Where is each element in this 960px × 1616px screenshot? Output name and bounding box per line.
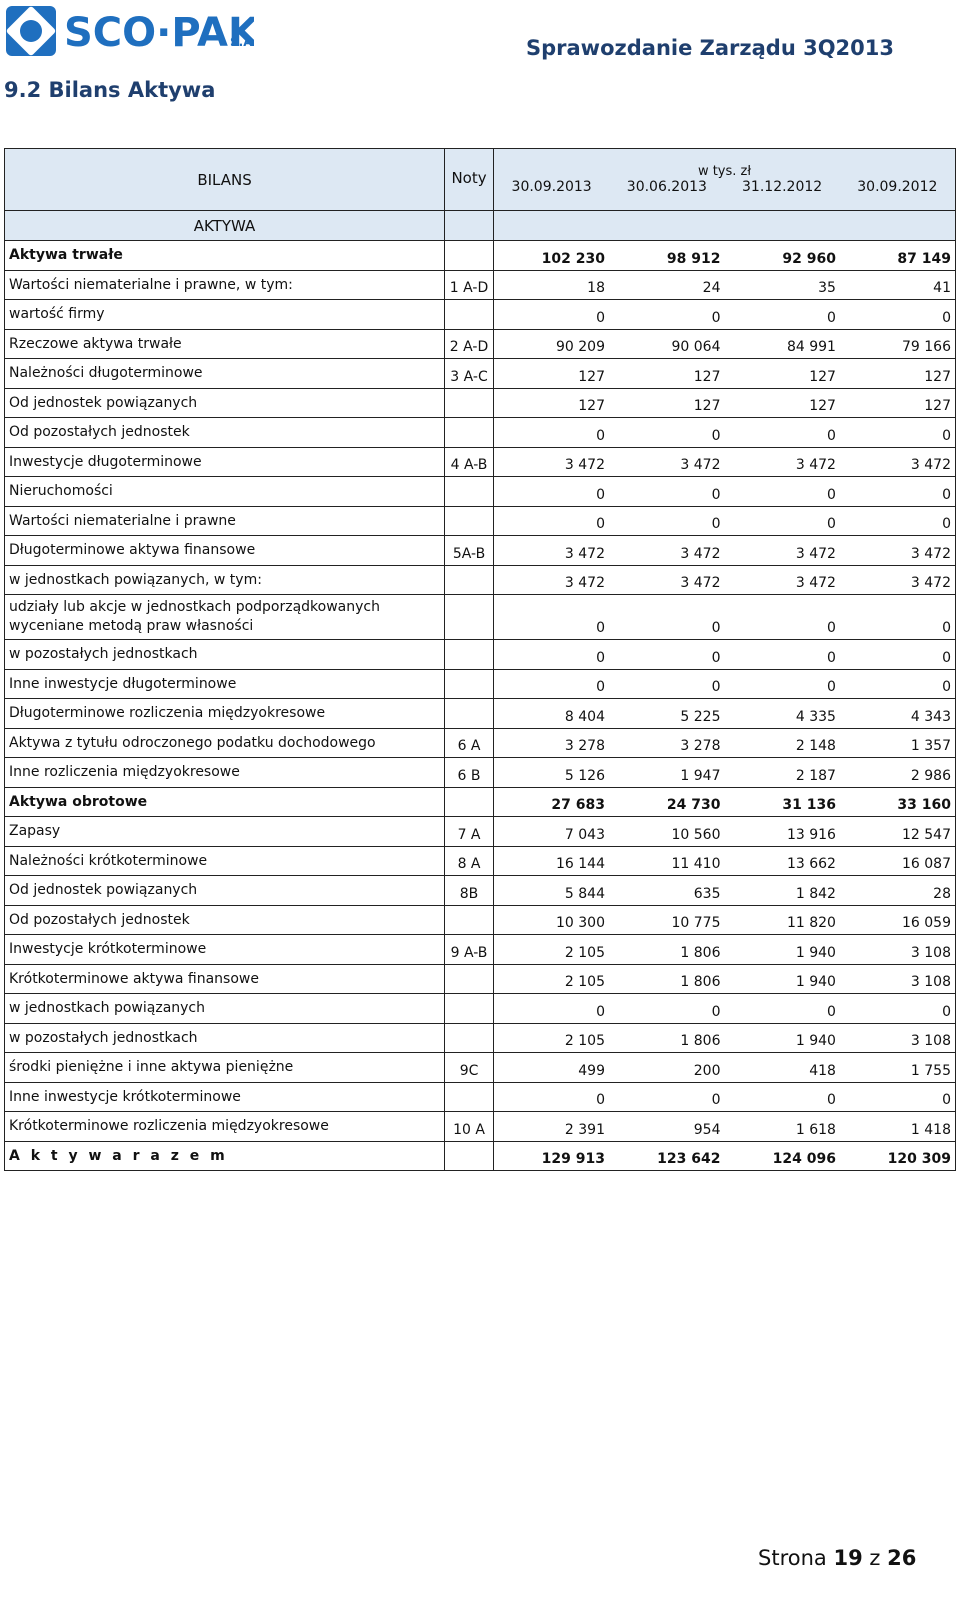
period-header — [494, 149, 956, 211]
row-value: 0 — [609, 418, 724, 448]
row-value: 0 — [494, 595, 609, 640]
table-row — [5, 329, 956, 359]
row-value: 0 — [609, 994, 724, 1024]
row-value: 0 — [840, 300, 956, 330]
row-note — [445, 905, 494, 935]
row-value: 13 662 — [724, 846, 839, 876]
row-value: 1 618 — [724, 1112, 839, 1142]
table-row — [5, 994, 956, 1024]
noty-header: Noty — [445, 149, 494, 211]
row-label: Od jednostek powiązanych — [5, 876, 445, 906]
row-value: 11 410 — [609, 846, 724, 876]
row-value: 124 096 — [724, 1141, 839, 1171]
row-label: Należności krótkoterminowe — [5, 846, 445, 876]
row-value: 3 472 — [609, 447, 724, 477]
row-note — [445, 669, 494, 699]
row-value: 1 418 — [840, 1112, 956, 1142]
row-label: Inne inwestycje długoterminowe — [5, 669, 445, 699]
row-note — [445, 994, 494, 1024]
row-value: 3 278 — [609, 728, 724, 758]
row-value: 0 — [609, 1082, 724, 1112]
row-value: 1 357 — [840, 728, 956, 758]
row-label: w jednostkach powiązanych, w tym: — [5, 565, 445, 595]
row-label: Od pozostałych jednostek — [5, 905, 445, 935]
row-value: 0 — [840, 477, 956, 507]
aktywa-header-row — [5, 211, 956, 241]
table-row — [5, 787, 956, 817]
row-value: 3 472 — [724, 565, 839, 595]
row-value: 418 — [724, 1053, 839, 1083]
table-row — [5, 640, 956, 670]
row-value: 0 — [609, 477, 724, 507]
row-label: A k t y w a r a z e m — [5, 1141, 445, 1171]
row-value: 102 230 — [494, 241, 609, 271]
row-value: 0 — [494, 506, 609, 536]
table-row — [5, 699, 956, 729]
row-value: 92 960 — [724, 241, 839, 271]
row-value: 16 144 — [494, 846, 609, 876]
row-label: Inne rozliczenia międzyokresowe — [5, 758, 445, 788]
row-label: Krótkoterminowe rozliczenia międzyokresowe — [5, 1112, 445, 1142]
row-label: Aktywa z tytułu odroczonego podatku dochodowego — [5, 728, 445, 758]
table-row — [5, 758, 956, 788]
row-note: 3 A-C — [445, 359, 494, 389]
row-value: 954 — [609, 1112, 724, 1142]
row-value: 5 225 — [609, 699, 724, 729]
table-row — [5, 565, 956, 595]
row-value: 2 986 — [840, 758, 956, 788]
row-value: 35 — [724, 270, 839, 300]
row-value: 0 — [724, 1082, 839, 1112]
date-columns — [494, 179, 955, 195]
row-note — [445, 241, 494, 271]
row-label: Wartości niematerialne i prawne — [5, 506, 445, 536]
row-value: 3 108 — [840, 1023, 956, 1053]
row-value: 3 472 — [840, 447, 956, 477]
row-note: 5A-B — [445, 536, 494, 566]
row-value: 12 547 — [840, 817, 956, 847]
row-value: 0 — [494, 300, 609, 330]
row-note: 9 A-B — [445, 935, 494, 965]
row-value: 3 472 — [609, 536, 724, 566]
row-note — [445, 388, 494, 418]
row-value: 24 — [609, 270, 724, 300]
row-value: 5 126 — [494, 758, 609, 788]
table-row — [5, 418, 956, 448]
bilans-header: BILANS — [5, 149, 445, 211]
row-label: w pozostałych jednostkach — [5, 640, 445, 670]
date-col-2: 30.06.2013 — [626, 179, 707, 195]
row-note — [445, 506, 494, 536]
table-row — [5, 1112, 956, 1142]
row-value: 84 991 — [724, 329, 839, 359]
row-note — [445, 1023, 494, 1053]
row-value: 0 — [840, 669, 956, 699]
row-value: 127 — [724, 388, 839, 418]
row-value: 0 — [724, 640, 839, 670]
row-value: 1 940 — [724, 964, 839, 994]
row-value: 127 — [494, 359, 609, 389]
table-row — [5, 595, 956, 640]
table-row — [5, 359, 956, 389]
row-note — [445, 787, 494, 817]
section-title: 9.2 Bilans Aktywa — [4, 78, 216, 102]
row-label: wartość firmy — [5, 300, 445, 330]
row-value: 127 — [494, 388, 609, 418]
row-value: 1 842 — [724, 876, 839, 906]
row-value: 1 940 — [724, 1023, 839, 1053]
table-row — [5, 447, 956, 477]
row-note — [445, 699, 494, 729]
row-value: 2 148 — [724, 728, 839, 758]
table-row — [5, 964, 956, 994]
row-label: Wartości niematerialne i prawne, w tym: — [5, 270, 445, 300]
row-value: 98 912 — [609, 241, 724, 271]
row-label: Inwestycje długoterminowe — [5, 447, 445, 477]
balance-sheet-table — [4, 148, 956, 1171]
row-note: 1 A-D — [445, 270, 494, 300]
row-label: Aktywa obrotowe — [5, 787, 445, 817]
row-value: 8 404 — [494, 699, 609, 729]
scopak-logo — [4, 2, 254, 60]
row-value: 24 730 — [609, 787, 724, 817]
row-value: 5 844 — [494, 876, 609, 906]
row-value: 499 — [494, 1053, 609, 1083]
row-value: 33 160 — [840, 787, 956, 817]
row-value: 3 278 — [494, 728, 609, 758]
row-value: 3 472 — [494, 536, 609, 566]
row-value: 0 — [609, 669, 724, 699]
row-value: 0 — [609, 640, 724, 670]
row-value: 3 472 — [494, 447, 609, 477]
row-label: Inne inwestycje krótkoterminowe — [5, 1082, 445, 1112]
row-value: 0 — [840, 640, 956, 670]
row-note — [445, 595, 494, 640]
row-value: 10 775 — [609, 905, 724, 935]
row-value: 4 335 — [724, 699, 839, 729]
row-value: 87 149 — [840, 241, 956, 271]
report-title: Sprawozdanie Zarządu 3Q2013 — [526, 36, 894, 60]
row-value: 2 105 — [494, 935, 609, 965]
row-label: udziały lub akcje w jednostkach podporządkowanych wyceniane metodą praw własności — [5, 595, 445, 640]
row-value: 200 — [609, 1053, 724, 1083]
date-col-1: 30.09.2013 — [511, 179, 592, 195]
row-value: 0 — [494, 1082, 609, 1112]
row-value: 31 136 — [724, 787, 839, 817]
table-row — [5, 536, 956, 566]
table-row — [5, 817, 956, 847]
row-value: 127 — [609, 388, 724, 418]
svg-text:S.A.: S.A — [230, 35, 253, 49]
table-header-row — [5, 149, 956, 211]
row-label: Długoterminowe rozliczenia międzyokresowe — [5, 699, 445, 729]
row-value: 28 — [840, 876, 956, 906]
row-note — [445, 565, 494, 595]
row-note — [445, 1082, 494, 1112]
row-value: 127 — [609, 359, 724, 389]
row-value: 0 — [840, 418, 956, 448]
row-note — [445, 964, 494, 994]
table-row — [5, 506, 956, 536]
row-value: 3 472 — [840, 536, 956, 566]
row-value: 120 309 — [840, 1141, 956, 1171]
row-value: 27 683 — [494, 787, 609, 817]
row-value: 0 — [494, 418, 609, 448]
table-row — [5, 270, 956, 300]
aktywa-header: AKTYWA — [5, 211, 445, 241]
table-row — [5, 388, 956, 418]
row-label: w jednostkach powiązanych — [5, 994, 445, 1024]
row-value: 90 064 — [609, 329, 724, 359]
row-value: 3 472 — [724, 447, 839, 477]
table-row — [5, 300, 956, 330]
table-row — [5, 846, 956, 876]
row-label: Rzeczowe aktywa trwałe — [5, 329, 445, 359]
row-label: Należności długoterminowe — [5, 359, 445, 389]
table-row — [5, 1082, 956, 1112]
table-row — [5, 1141, 956, 1171]
row-value: 0 — [724, 506, 839, 536]
row-value: 635 — [609, 876, 724, 906]
row-value: 1 947 — [609, 758, 724, 788]
row-value: 13 916 — [724, 817, 839, 847]
row-value: 0 — [724, 994, 839, 1024]
table-row — [5, 935, 956, 965]
row-note: 7 A — [445, 817, 494, 847]
row-value: 11 820 — [724, 905, 839, 935]
row-value: 0 — [609, 506, 724, 536]
row-value: 0 — [494, 640, 609, 670]
row-value: 0 — [840, 994, 956, 1024]
row-label: Zapasy — [5, 817, 445, 847]
row-note: 6 A — [445, 728, 494, 758]
row-note — [445, 477, 494, 507]
table-row — [5, 905, 956, 935]
unit-label: w tys. zł — [697, 164, 752, 179]
row-value: 79 166 — [840, 329, 956, 359]
row-label: Od pozostałych jednostek — [5, 418, 445, 448]
logo-mark-icon — [6, 6, 57, 57]
row-value: 0 — [840, 1082, 956, 1112]
row-label: Od jednostek powiązanych — [5, 388, 445, 418]
row-value: 127 — [840, 388, 956, 418]
row-value: 10 300 — [494, 905, 609, 935]
row-note: 8B — [445, 876, 494, 906]
table-row — [5, 876, 956, 906]
row-value: 41 — [840, 270, 956, 300]
row-value: 127 — [724, 359, 839, 389]
row-value: 2 105 — [494, 1023, 609, 1053]
table-row — [5, 477, 956, 507]
row-value: 0 — [840, 595, 956, 640]
row-value: 0 — [494, 669, 609, 699]
row-note — [445, 300, 494, 330]
row-value: 4 343 — [840, 699, 956, 729]
row-label: Inwestycje krótkoterminowe — [5, 935, 445, 965]
row-value: 3 472 — [609, 565, 724, 595]
row-value: 2 187 — [724, 758, 839, 788]
row-value: 1 755 — [840, 1053, 956, 1083]
row-label: w pozostałych jednostkach — [5, 1023, 445, 1053]
row-note — [445, 1141, 494, 1171]
table-row — [5, 241, 956, 271]
row-value: 7 043 — [494, 817, 609, 847]
row-note: 10 A — [445, 1112, 494, 1142]
row-value: 1 806 — [609, 964, 724, 994]
table-row — [5, 669, 956, 699]
row-note: 8 A — [445, 846, 494, 876]
row-value: 0 — [609, 300, 724, 330]
row-value: 0 — [724, 300, 839, 330]
row-value: 3 472 — [840, 565, 956, 595]
row-value: 3 472 — [724, 536, 839, 566]
row-value: 1 940 — [724, 935, 839, 965]
row-value: 2 391 — [494, 1112, 609, 1142]
row-value: 18 — [494, 270, 609, 300]
row-value: 0 — [724, 595, 839, 640]
row-value: 0 — [494, 994, 609, 1024]
svg-text:SCO·PAK: SCO·PAK — [64, 10, 254, 56]
row-value: 3 472 — [494, 565, 609, 595]
row-value: 16 087 — [840, 846, 956, 876]
row-value: 0 — [609, 595, 724, 640]
row-label: Aktywa trwałe — [5, 241, 445, 271]
row-value: 16 059 — [840, 905, 956, 935]
row-value: 127 — [840, 359, 956, 389]
row-value: 1 806 — [609, 935, 724, 965]
row-value: 10 560 — [609, 817, 724, 847]
row-note: 6 B — [445, 758, 494, 788]
row-value: 90 209 — [494, 329, 609, 359]
row-value: 129 913 — [494, 1141, 609, 1171]
row-value: 0 — [724, 669, 839, 699]
row-value: 3 108 — [840, 935, 956, 965]
date-col-3: 31.12.2012 — [742, 179, 823, 195]
page-number: Strona 19 z 26 — [758, 1546, 917, 1570]
row-value: 123 642 — [609, 1141, 724, 1171]
row-value: 0 — [840, 506, 956, 536]
row-note — [445, 418, 494, 448]
table-row — [5, 728, 956, 758]
date-col-4: 30.09.2012 — [857, 179, 938, 195]
row-note — [445, 640, 494, 670]
row-label: Długoterminowe aktywa finansowe — [5, 536, 445, 566]
table-row — [5, 1023, 956, 1053]
row-value: 0 — [724, 418, 839, 448]
row-label: Krótkoterminowe aktywa finansowe — [5, 964, 445, 994]
row-note: 9C — [445, 1053, 494, 1083]
row-label: środki pieniężne i inne aktywa pieniężne — [5, 1053, 445, 1083]
row-label: Nieruchomości — [5, 477, 445, 507]
row-value: 2 105 — [494, 964, 609, 994]
row-value: 3 108 — [840, 964, 956, 994]
row-note: 4 A-B — [445, 447, 494, 477]
row-value: 0 — [494, 477, 609, 507]
row-value: 1 806 — [609, 1023, 724, 1053]
row-note: 2 A-D — [445, 329, 494, 359]
row-value: 0 — [724, 477, 839, 507]
table-row — [5, 1053, 956, 1083]
